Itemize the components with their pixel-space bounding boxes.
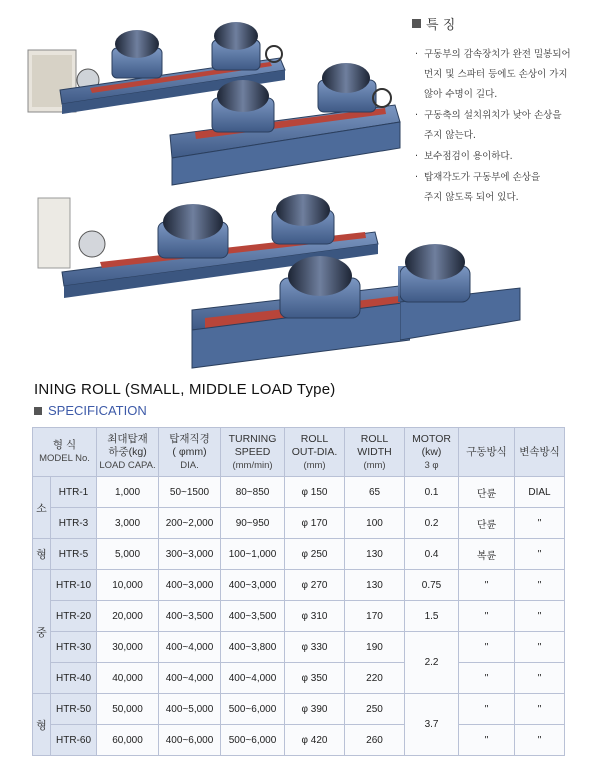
load-cell: 30,000: [97, 632, 159, 663]
header-load: 최대탑재 하중(kg) LOAD CAPA.: [97, 428, 159, 477]
table-row: [33, 539, 565, 570]
specification-table: [32, 427, 565, 756]
roll-out-cell: φ 170: [285, 508, 345, 539]
model-cell: HTR-10: [51, 570, 97, 601]
table-row: [33, 725, 565, 756]
speed-control-cell: ": [515, 539, 565, 570]
specification-heading: SPECIFICATION: [34, 403, 147, 418]
roll-width-cell: 65: [345, 477, 405, 508]
speed-cell: 500~6,000: [221, 694, 285, 725]
speed-cell: 500~6,000: [221, 725, 285, 756]
model-cell: HTR-5: [51, 539, 97, 570]
drive-cell: ": [459, 632, 515, 663]
model-cell: HTR-20: [51, 601, 97, 632]
motor-cell: 0.1: [405, 477, 459, 508]
drive-cell: ": [459, 725, 515, 756]
motor-cell: 0.4: [405, 539, 459, 570]
speed-control-cell: ": [515, 694, 565, 725]
roll-out-cell: φ 150: [285, 477, 345, 508]
drive-cell: ": [459, 663, 515, 694]
motor-cell: 3.7: [405, 694, 459, 756]
load-cell: 60,000: [97, 725, 159, 756]
speed-cell: 80~850: [221, 477, 285, 508]
square-bullet-icon: [34, 407, 42, 415]
header-roll-out: ROLL OUT-DIA. (mm): [285, 428, 345, 477]
header-model: 형 식 MODEL No.: [33, 428, 97, 477]
motor-cell: 0.2: [405, 508, 459, 539]
speed-cell: 400~3,800: [221, 632, 285, 663]
header-motor: MOTOR (kw) 3 φ: [405, 428, 459, 477]
feature-item: · 구동축의 설치위치가 낮아 손상을 주지 않는다.: [412, 106, 598, 146]
speed-control-cell: ": [515, 508, 565, 539]
table-row: [33, 694, 565, 725]
roll-out-cell: φ 390: [285, 694, 345, 725]
feature-item: · 탑재각도가 구동부에 손상을 주지 않도록 되어 있다.: [412, 168, 598, 208]
dia-cell: 400~4,000: [159, 632, 221, 663]
model-cell: HTR-50: [51, 694, 97, 725]
header-speed-control: 변속방식: [515, 428, 565, 477]
roll-width-cell: 130: [345, 539, 405, 570]
machine-middle-2-right-roller: [400, 240, 530, 350]
speed-control-cell: ": [515, 601, 565, 632]
model-cell: HTR-3: [51, 508, 97, 539]
drive-cell: 복륜: [459, 539, 515, 570]
table-row: [33, 663, 565, 694]
roll-width-cell: 190: [345, 632, 405, 663]
drive-cell: ": [459, 570, 515, 601]
dia-cell: 400~5,000: [159, 694, 221, 725]
dia-cell: 400~3,500: [159, 601, 221, 632]
feature-item: · 구동부의 감속장치가 완전 밀봉되어 먼지 및 스파터 등에도 손상이 가지 않아 수명이 길다.: [412, 45, 598, 105]
speed-control-cell: ": [515, 663, 565, 694]
motor-cell: 0.75: [405, 570, 459, 601]
drive-cell: ": [459, 694, 515, 725]
features-panel: [412, 14, 598, 208]
roll-out-cell: φ 350: [285, 663, 345, 694]
table-row: [33, 632, 565, 663]
load-cell: 5,000: [97, 539, 159, 570]
speed-cell: 400~4,000: [221, 663, 285, 694]
turning-roll-machines-illustration: [0, 0, 410, 370]
speed-control-cell: ": [515, 725, 565, 756]
header-drive: 구동방식: [459, 428, 515, 477]
features-heading: 특 징: [412, 14, 598, 33]
dia-cell: 50~1500: [159, 477, 221, 508]
roll-width-cell: 130: [345, 570, 405, 601]
table-row: [33, 570, 565, 601]
model-cell: HTR-60: [51, 725, 97, 756]
drive-cell: 단륜: [459, 477, 515, 508]
roll-width-cell: 100: [345, 508, 405, 539]
roll-width-cell: 170: [345, 601, 405, 632]
drive-cell: 단륜: [459, 508, 515, 539]
speed-control-cell: ": [515, 570, 565, 601]
speed-control-cell: DIAL: [515, 477, 565, 508]
roll-out-cell: φ 310: [285, 601, 345, 632]
roll-width-cell: 250: [345, 694, 405, 725]
load-cell: 50,000: [97, 694, 159, 725]
speed-cell: 400~3,500: [221, 601, 285, 632]
header-roll-width: ROLL WIDTH (mm): [345, 428, 405, 477]
dia-cell: 400~3,000: [159, 570, 221, 601]
dia-cell: 200~2,000: [159, 508, 221, 539]
roll-width-cell: 260: [345, 725, 405, 756]
roll-out-cell: φ 420: [285, 725, 345, 756]
model-cell: HTR-1: [51, 477, 97, 508]
load-cell: 20,000: [97, 601, 159, 632]
group-label-middle-2: 형: [33, 694, 51, 756]
dia-cell: 300~3,000: [159, 539, 221, 570]
motor-cell: 1.5: [405, 601, 459, 632]
group-label-small-2: 형: [33, 539, 51, 570]
roll-out-cell: φ 250: [285, 539, 345, 570]
header-speed: TURNING SPEED (mm/min): [221, 428, 285, 477]
load-cell: 1,000: [97, 477, 159, 508]
header-dia: 탑재직경 ( φmm) DIA.: [159, 428, 221, 477]
drive-cell: ": [459, 601, 515, 632]
roll-out-cell: φ 270: [285, 570, 345, 601]
product-title: INING ROLL (SMALL, MIDDLE LOAD Type): [34, 381, 336, 398]
load-cell: 10,000: [97, 570, 159, 601]
load-cell: 3,000: [97, 508, 159, 539]
group-label-middle: 중: [33, 570, 51, 694]
model-cell: HTR-30: [51, 632, 97, 663]
roll-width-cell: 220: [345, 663, 405, 694]
table-row: [33, 477, 565, 508]
roll-out-cell: φ 330: [285, 632, 345, 663]
group-label-small: 소: [33, 477, 51, 539]
speed-control-cell: ": [515, 632, 565, 663]
table-row: [33, 508, 565, 539]
model-cell: HTR-40: [51, 663, 97, 694]
speed-cell: 100~1,000: [221, 539, 285, 570]
load-cell: 40,000: [97, 663, 159, 694]
table-row: [33, 601, 565, 632]
feature-item: · 보수점검이 용이하다.: [412, 147, 598, 167]
square-bullet-icon: [412, 19, 421, 28]
table-header-row: [33, 428, 565, 477]
speed-cell: 400~3,000: [221, 570, 285, 601]
dia-cell: 400~6,000: [159, 725, 221, 756]
motor-cell: 2.2: [405, 632, 459, 694]
dia-cell: 400~4,000: [159, 663, 221, 694]
speed-cell: 90~950: [221, 508, 285, 539]
